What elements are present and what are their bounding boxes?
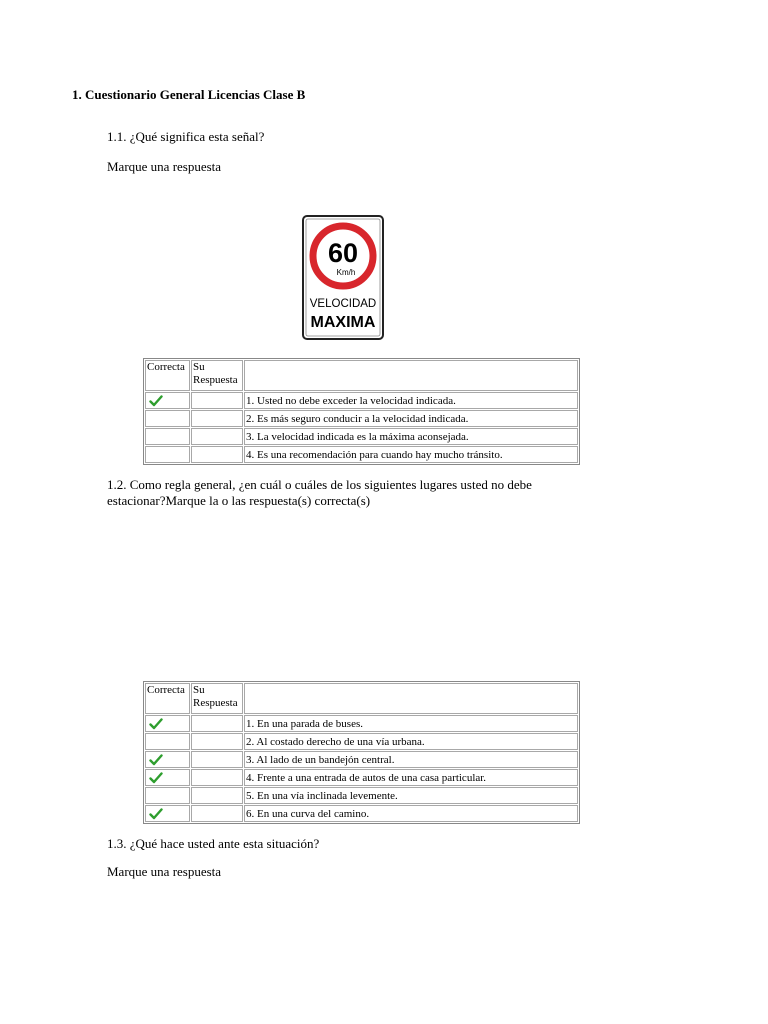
- table-row: [145, 733, 578, 750]
- answer-option-text: 4. Es una recomendación para cuando hay mucho tránsito.: [244, 446, 578, 463]
- correct-cell: [145, 392, 190, 409]
- correct-cell: [145, 733, 190, 750]
- speed-limit-number: 60: [327, 238, 359, 268]
- table-row: [145, 446, 578, 463]
- answer-option-text: 2. Al costado derecho de una vía urbana.: [244, 733, 578, 750]
- table-row: [145, 715, 578, 732]
- question-2-text: 1.2. Como regla general, ¿en cuál o cuáles de los siguientes lugares usted no debe estacionar?Marque la o las respuesta(s) correcta(s): [107, 477, 532, 508]
- question-1-instruction: Marque una respuesta: [107, 159, 222, 174]
- header-su-respuesta: Su Respuesta: [191, 360, 243, 391]
- question-1-text: 1.1. ¿Qué significa esta señal?: [107, 129, 265, 144]
- correct-cell: [145, 715, 190, 732]
- correct-cell: [145, 751, 190, 768]
- header-empty: [244, 360, 578, 391]
- speed-limit-unit: Km/h: [336, 268, 356, 277]
- su-respuesta-cell: [191, 805, 243, 822]
- su-respuesta-cell: [191, 392, 243, 409]
- su-respuesta-cell: [191, 751, 243, 768]
- answer-option-text: 1. En una parada de buses.: [244, 715, 578, 732]
- table-row: [145, 392, 578, 409]
- question-1-answer-table: [143, 358, 580, 465]
- speed-limit-sign-image: [302, 215, 384, 340]
- correct-cell: [145, 787, 190, 804]
- question-2-answer-table: [143, 681, 580, 824]
- check-icon: [149, 772, 163, 784]
- su-respuesta-cell: [191, 787, 243, 804]
- table-row: [145, 751, 578, 768]
- su-respuesta-cell: [191, 410, 243, 427]
- question-3-text: 1.3. ¿Qué hace usted ante esta situación?: [107, 836, 320, 851]
- su-respuesta-cell: [191, 428, 243, 445]
- correct-cell: [145, 410, 190, 427]
- header-su-respuesta: Su Respuesta: [191, 683, 243, 714]
- header-correcta: Correcta: [145, 360, 190, 391]
- sign-text-maxima: MAXIMA: [310, 314, 376, 331]
- correct-cell: [145, 446, 190, 463]
- su-respuesta-cell: [191, 715, 243, 732]
- answer-option-text: 1. Usted no debe exceder la velocidad indicada.: [244, 392, 578, 409]
- table-row: [145, 805, 578, 822]
- header-empty: [244, 683, 578, 714]
- correct-cell: [145, 805, 190, 822]
- table-header-row: [145, 683, 578, 714]
- header-correcta: Correcta: [145, 683, 190, 714]
- answer-option-text: 4. Frente a una entrada de autos de una casa particular.: [244, 769, 578, 786]
- check-icon: [149, 754, 163, 766]
- check-icon: [149, 395, 163, 407]
- answer-option-text: 3. La velocidad indicada es la máxima aconsejada.: [244, 428, 578, 445]
- table-header-row: [145, 360, 578, 391]
- answer-option-text: 5. En una vía inclinada levemente.: [244, 787, 578, 804]
- correct-cell: [145, 769, 190, 786]
- answer-option-text: 2. Es más seguro conducir a la velocidad indicada.: [244, 410, 578, 427]
- su-respuesta-cell: [191, 769, 243, 786]
- su-respuesta-cell: [191, 733, 243, 750]
- correct-cell: [145, 428, 190, 445]
- answer-option-text: 6. En una curva del camino.: [244, 805, 578, 822]
- question-3-instruction: Marque una respuesta: [107, 864, 222, 879]
- check-icon: [149, 718, 163, 730]
- table-row: [145, 428, 578, 445]
- table-row: [145, 410, 578, 427]
- answer-option-text: 3. Al lado de un bandejón central.: [244, 751, 578, 768]
- sign-text-velocidad: VELOCIDAD: [309, 298, 377, 310]
- quiz-heading: 1. Cuestionario General Licencias Clase B: [72, 87, 306, 102]
- check-icon: [149, 808, 163, 820]
- table-row: [145, 769, 578, 786]
- su-respuesta-cell: [191, 446, 243, 463]
- table-row: [145, 787, 578, 804]
